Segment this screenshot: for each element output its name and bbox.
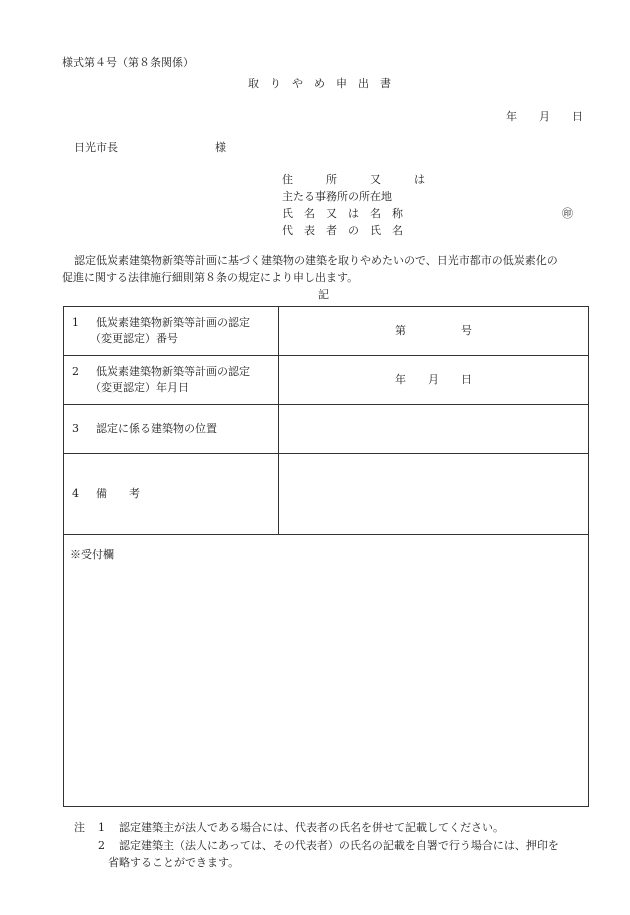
certification-date-field[interactable] <box>279 356 589 405</box>
body-text-line-2: 促進に関する法律施行細則第８条の規定により申し出ます。 <box>62 271 359 284</box>
row1-label-line1: 低炭素建築物新築等計画の認定 <box>96 316 250 329</box>
honorific: 様 <box>215 141 226 154</box>
ki-heading: 記 <box>318 288 329 301</box>
form-title: 取 り や め 申 出 書 <box>248 77 391 90</box>
table-row <box>64 454 589 535</box>
row3-label-text: 認定に係る建築物の位置 <box>96 422 217 435</box>
reception-label: ※受付欄 <box>70 548 114 561</box>
row3-number: 3 <box>72 422 79 435</box>
row2-number: 2 <box>72 365 79 378</box>
table-row <box>64 356 589 405</box>
row1-label-line2: （変更認定）番号 <box>90 332 178 345</box>
row4-label-text: 備 考 <box>96 487 140 500</box>
row3-label <box>64 405 279 454</box>
row4-label <box>64 454 279 535</box>
reception-box <box>64 535 589 807</box>
row2-label <box>64 356 279 405</box>
note-2-text-line-2: 省略することができます。 <box>108 856 240 869</box>
row1-label <box>64 307 279 356</box>
certification-number-template: 第 号 <box>395 324 472 337</box>
form-number: 様式第４号（第８条関係） <box>62 56 194 69</box>
note-2-number: 2 <box>98 839 105 852</box>
addressee: 日光市長 <box>74 141 118 154</box>
table-row <box>64 535 589 807</box>
applicant-representative-label: 代 表 者 の 氏 名 <box>282 224 403 237</box>
remarks-field[interactable] <box>279 454 589 535</box>
applicant-address-label-1: 住 所 又 は <box>282 173 425 186</box>
table-row <box>64 405 589 454</box>
table-row <box>64 307 589 356</box>
seal-mark: ㊞ <box>562 207 573 220</box>
body-text-line-1: 認定低炭素建築物新築等計画に基づく建築物の建築を取りやめたいので、日光市都市の低炭素化の <box>74 254 558 267</box>
note-1-number: 1 <box>98 821 105 834</box>
applicant-name-label: 氏 名 又 は 名 称 <box>282 207 403 220</box>
row2-label-line1: 低炭素建築物新築等計画の認定 <box>96 365 250 378</box>
row1-number: 1 <box>72 316 79 329</box>
row2-label-line2: （変更認定）年月日 <box>90 381 189 394</box>
certification-number-field[interactable] <box>279 307 589 356</box>
building-location-field[interactable] <box>279 405 589 454</box>
certification-date-template: 年 月 日 <box>395 373 472 386</box>
note-1-text: 認定建築主が法人である場合には、代表者の氏名を併せて記載してください。 <box>119 821 504 834</box>
applicant-address-label-2: 主たる事務所の所在地 <box>282 190 392 203</box>
notes-prefix: 注 <box>74 821 85 834</box>
row4-number: 4 <box>72 487 79 500</box>
note-2-text-line-1: 認定建築主（法人にあっては、その代表者）の氏名の記載を自署で行う場合には、押印を <box>119 839 559 852</box>
application-table <box>63 306 589 807</box>
date-line: 年 月 日 <box>506 110 583 123</box>
